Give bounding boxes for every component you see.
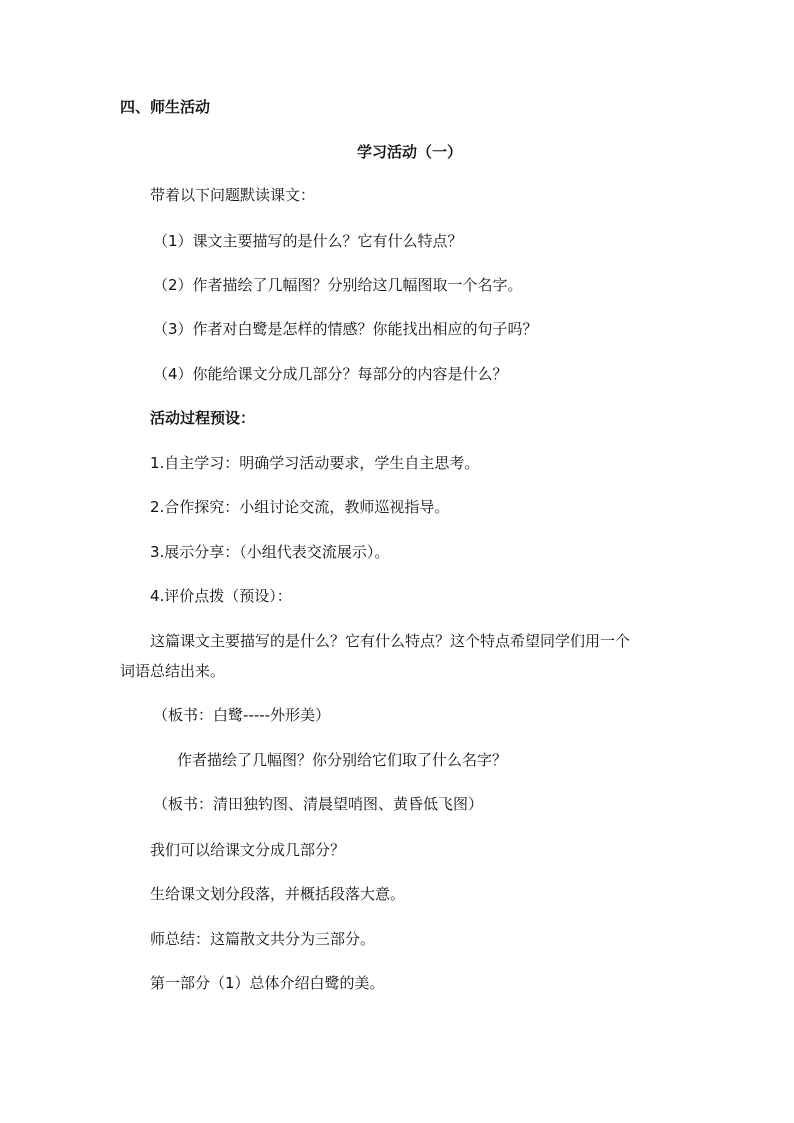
step-2: 2.合作探究：小组讨论交流，教师巡视指导。 bbox=[150, 498, 450, 516]
board-note-1: （板书：白鹭-----外形美） bbox=[153, 706, 331, 724]
section-heading: 四、师生活动 bbox=[120, 98, 211, 116]
discussion-para-5: 师总结：这篇散文共分为三部分。 bbox=[150, 930, 376, 948]
question-4: （4）你能给课文分成几部分？每部分的内容是什么？ bbox=[153, 365, 508, 383]
discussion-para-4: 生给课文划分段落，并概括段落大意。 bbox=[150, 885, 406, 903]
discussion-para-1-line-1: 这篇课文主要描写的是什么？它有什么特点？这个特点希望同学们用一个 bbox=[150, 632, 631, 650]
discussion-para-2: 作者描绘了几幅图？你分别给它们取了什么名字？ bbox=[177, 751, 508, 769]
activity-title: 学习活动（一） bbox=[357, 143, 463, 161]
intro-text: 带着以下问题默读课文： bbox=[150, 186, 316, 204]
question-1: （1）课文主要描写的是什么？它有什么特点？ bbox=[153, 232, 463, 250]
process-heading: 活动过程预设： bbox=[150, 409, 256, 427]
board-note-2: （板书：清田独钓图、清晨望哨图、黄昏低飞图） bbox=[153, 795, 484, 813]
step-1: 1.自主学习：明确学习活动要求，学生自主思考。 bbox=[150, 454, 480, 472]
question-2: （2）作者描绘了几幅图？分别给这几幅图取一个名字。 bbox=[153, 276, 523, 294]
question-3: （3）作者对白鹭是怎样的情感？你能找出相应的句子吗？ bbox=[153, 320, 538, 338]
step-4: 4.评价点拨（预设）： bbox=[150, 587, 292, 605]
discussion-para-6: 第一部分（1）总体介绍白鹭的美。 bbox=[150, 974, 385, 992]
discussion-para-3: 我们可以给课文分成几部分？ bbox=[150, 841, 346, 859]
discussion-para-1-line-2: 词语总结出来。 bbox=[120, 662, 226, 680]
step-3: 3.展示分享：（小组代表交流展示）。 bbox=[150, 543, 390, 561]
